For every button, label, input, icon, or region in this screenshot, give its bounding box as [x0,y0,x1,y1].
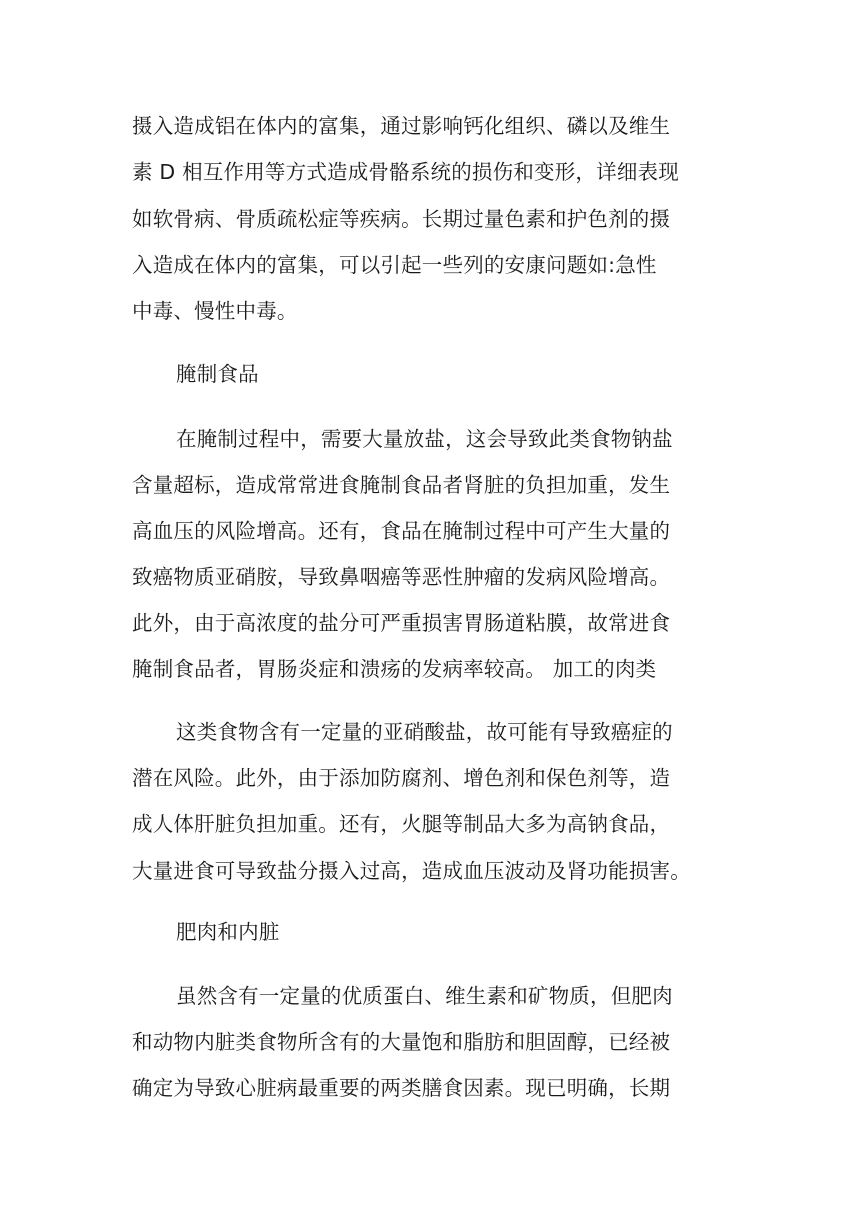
text-line: 如软骨病、骨质疏松症等疾病。长期过量色素和护色剂的摄 [132,207,671,231]
text-line: 这类食物含有一定量的亚硝酸盐，故可能有导致癌症的 [176,720,673,744]
text-line: 高血压的风险增高。还有，食品在腌制过程中可产生大量的 [132,519,671,543]
text-line: 此外，由于高浓度的盐分可严重损害胃肠道粘膜，故常进食 [132,611,671,635]
text-line: 致癌物质亚硝胺，导致鼻咽癌等恶性肿瘤的发病风险增高。 [132,565,671,589]
text-line: 潜在风险。此外，由于添加防腐剂、增色剂和保色剂等，造 [132,766,671,790]
text-line: 入造成在体内的富集，可以引起一些列的安康问题如:急性 [132,253,657,277]
text-line: 确定为导致心脏病最重要的两类膳食因素。现已明确，长期 [132,1076,671,1100]
text-line: 虽然含有一定量的优质蛋白、维生素和矿物质，但肥肉 [176,984,673,1008]
text-line: 大量进食可导致盐分摄入过高，造成血压波动及肾功能损害。 [132,859,691,883]
text-line: 含量超标，造成常常进食腌制食品者肾脏的负担加重，发生 [132,473,671,497]
text-line: 中毒、慢性中毒。 [132,299,298,323]
section-heading: 肥肉和内脏 [176,920,280,944]
text-line: 成人体肝脏负担加重。还有，火腿等制品大多为高钠食品， [132,812,671,836]
text-line: 素 D 相互作用等方式造成骨骼系统的损伤和变形，详细表现 [132,160,679,184]
text-line: 和动物内脏类食物所含有的大量饱和脂肪和胆固醇，已经被 [132,1030,671,1054]
text-line: 腌制食品者，胃肠炎症和溃疡的发病率较高。 加工的肉类 [132,657,657,681]
text-line: 在腌制过程中，需要大量放盐，这会导致此类食物钠盐 [176,427,673,451]
text-line: 摄入造成铝在体内的富集，通过影响钙化组织、磷以及维生 [132,114,671,138]
section-heading: 腌制食品 [176,362,259,386]
